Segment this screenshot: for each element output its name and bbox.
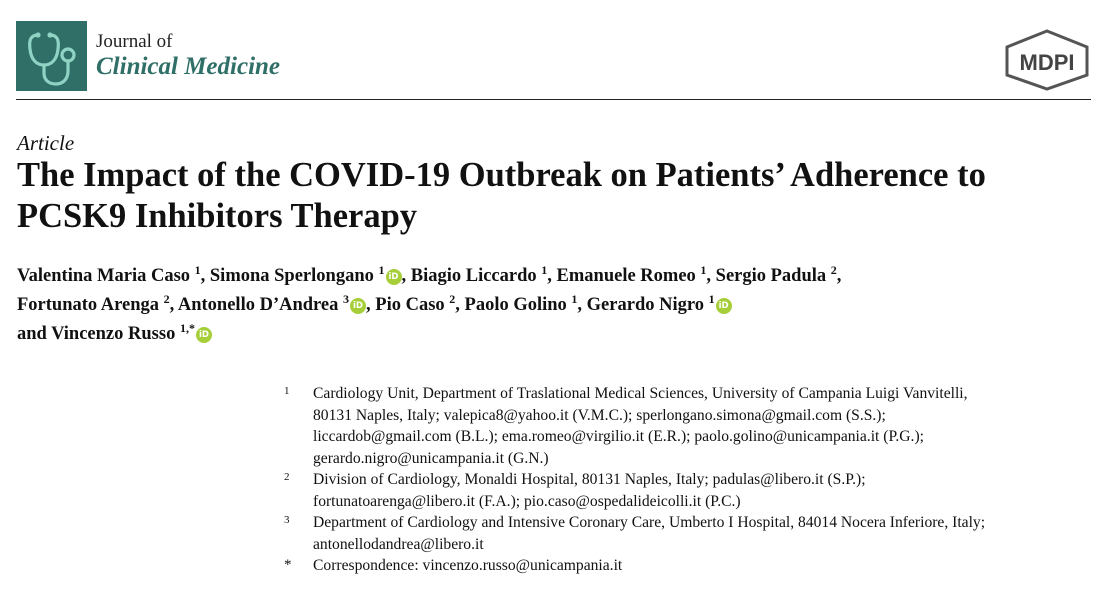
affiliation-text: 80131 Naples, Italy; valepica8@yahoo.it (V.M.C.); sperlongano.simona@gmail.com (S.S.); — [313, 406, 886, 424]
author — [17, 321, 212, 344]
author-separator: , — [455, 295, 465, 315]
author-separator: , — [366, 295, 376, 315]
affiliation-marker: 2 — [830, 263, 837, 277]
affiliation-item — [284, 555, 1094, 577]
author-separator: , — [706, 266, 716, 286]
affiliation-text: Cardiology Unit, Department of Traslational Medical Sciences, University of Campania Luigi Vanvitelli, — [313, 385, 968, 402]
journal-prefix: Journal of — [96, 31, 173, 52]
author-name: Fortunato Arenga — [17, 295, 164, 315]
affiliation-text: liccardob@gmail.com (B.L.); ema.romeo@virgilio.it (E.R.); paolo.golino@unicampania.it (P.G.); — [313, 428, 924, 445]
author-name: Antonello D’Andrea — [177, 295, 344, 315]
author-name: Gerardo Nigro — [586, 295, 709, 315]
author-separator: , — [577, 295, 587, 315]
orcid-icon[interactable]: iD — [386, 269, 402, 285]
author-list — [17, 262, 1102, 349]
author-name: Biagio Liccardo — [410, 266, 542, 286]
author-name: Pio Caso — [375, 295, 450, 315]
affiliation-number: 2 — [284, 471, 290, 483]
affiliation-text: antonellodandrea@libero.it — [313, 535, 484, 553]
affiliation-marker: 1 — [378, 263, 385, 277]
affiliation-number: * — [284, 557, 292, 573]
publisher-name: MDPI — [1019, 50, 1075, 75]
author — [209, 263, 411, 286]
orcid-icon[interactable]: iD — [716, 298, 732, 314]
author-name: Valentina Maria Caso — [17, 266, 195, 286]
author-separator: , — [547, 266, 557, 286]
author — [715, 263, 842, 286]
author-name: and Vincenzo Russo — [17, 324, 180, 344]
affiliation-number: 3 — [284, 514, 290, 526]
affiliation-marker: 1 — [541, 263, 548, 277]
header-divider — [16, 99, 1091, 100]
author-separator: , — [836, 266, 842, 286]
stethoscope-icon — [16, 21, 87, 91]
affiliation-marker: 1 — [194, 263, 201, 277]
author — [464, 292, 587, 315]
author-name: Simona Sperlongano — [209, 266, 379, 286]
orcid-icon[interactable]: iD — [196, 327, 212, 343]
journal-name: Clinical Medicine — [96, 53, 281, 80]
affiliations — [284, 383, 1094, 577]
author — [556, 263, 716, 286]
journal-logo — [16, 21, 87, 91]
orcid-icon[interactable]: iD — [350, 298, 366, 314]
author-name: Paolo Golino — [464, 295, 572, 315]
affiliation-text: Department of Cardiology and Intensive Coronary Care, Umberto I Hospital, 84014 Nocera Inferiore, Italy; — [313, 514, 986, 531]
affiliation-item — [284, 469, 1094, 512]
author-separator: , — [169, 295, 178, 315]
author-separator: , — [401, 266, 411, 286]
author-name: Emanuele Romeo — [556, 266, 701, 286]
affiliation-marker: 1,* — [179, 321, 195, 335]
publisher-logo — [1003, 29, 1091, 91]
affiliation-marker: 1 — [700, 263, 707, 277]
author — [375, 292, 465, 315]
affiliation-marker: 2 — [163, 292, 170, 306]
author — [177, 292, 376, 315]
author — [410, 263, 557, 286]
author — [17, 292, 178, 315]
author — [586, 292, 732, 315]
affiliation-text: gerardo.nigro@unicampania.it (G.N.) — [313, 449, 549, 467]
author — [17, 263, 210, 286]
affiliation-item — [284, 383, 1094, 469]
article-title: The Impact of the COVID-19 Outbreak on Patients’ Adherence to PCSK9 Inhibitors Therapy — [17, 156, 986, 235]
author-name: Sergio Padula — [715, 266, 831, 286]
affiliation-marker: 1 — [708, 292, 715, 306]
affiliation-marker: 2 — [449, 292, 456, 306]
article-type: Article — [17, 131, 75, 155]
affiliation-marker: 3 — [343, 292, 350, 306]
affiliation-text: Division of Cardiology, Monaldi Hospital, 80131 Naples, Italy; padulas@libero.it (S.P.); — [313, 471, 866, 488]
affiliation-item — [284, 512, 1094, 555]
affiliation-marker: 1 — [571, 292, 578, 306]
author-separator: , — [200, 266, 210, 286]
affiliation-text: fortunatoarenga@libero.it (F.A.); pio.caso@ospedalideicolli.it (P.C.) — [313, 492, 741, 510]
affiliation-number: 1 — [284, 385, 290, 397]
affiliation-text: Correspondence: vincenzo.russo@unicampania.it — [313, 557, 623, 574]
